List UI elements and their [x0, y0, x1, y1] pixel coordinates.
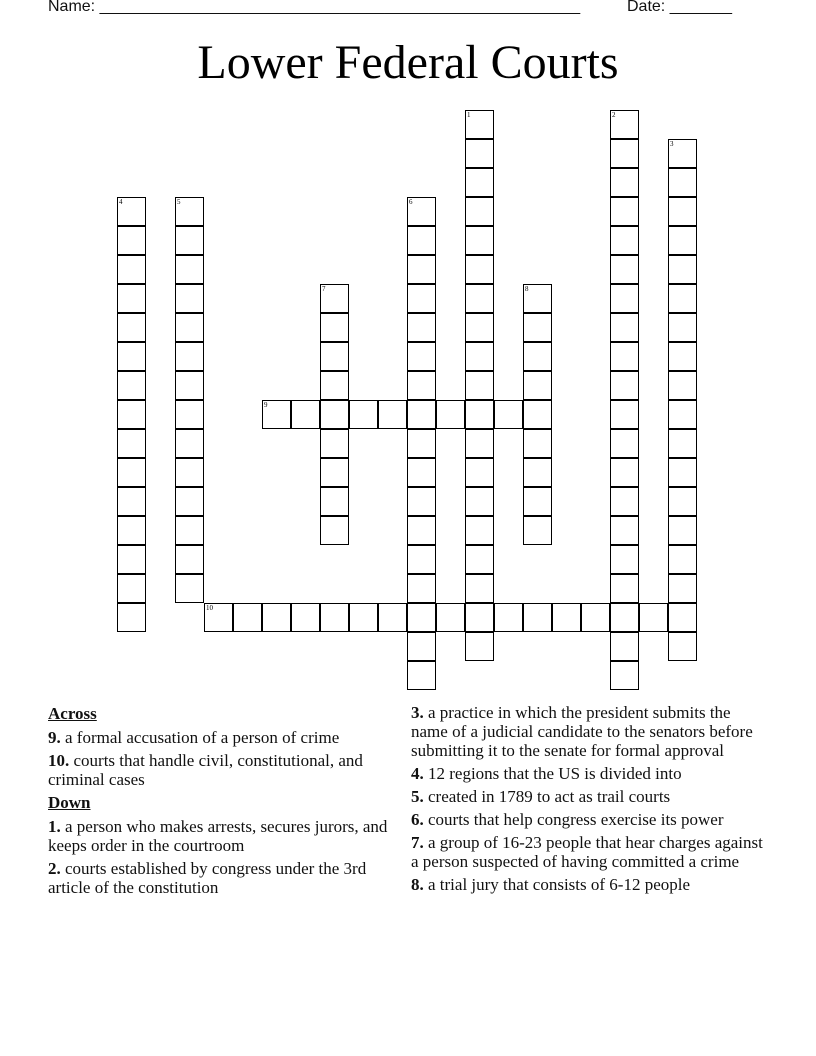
clue-number: 1.: [48, 817, 61, 836]
crossword-cell[interactable]: [117, 458, 146, 487]
name-field-label: Name: ______________________________________________________: [48, 0, 581, 15]
crossword-cell[interactable]: [523, 342, 552, 371]
clue-text: a group of 16-23 people that hear charges against a person suspected of having committed a crime: [411, 833, 763, 871]
clue-number: 3.: [411, 703, 424, 722]
clue-down-8: [411, 875, 771, 894]
crossword-cell[interactable]: [581, 603, 610, 632]
crossword-cell[interactable]: [610, 516, 639, 545]
crossword-cell[interactable]: [320, 313, 349, 342]
crossword-cell[interactable]: [407, 632, 436, 661]
crossword-cell[interactable]: [465, 313, 494, 342]
crossword-cell[interactable]: [610, 255, 639, 284]
crossword-cell[interactable]: [407, 284, 436, 313]
crossword-cell[interactable]: [117, 313, 146, 342]
crossword-cell[interactable]: [465, 342, 494, 371]
crossword-cell[interactable]: [610, 458, 639, 487]
cell-number: 4: [119, 198, 123, 206]
crossword-cell[interactable]: [233, 603, 262, 632]
clue-down-5: [411, 787, 771, 806]
crossword-cell[interactable]: [407, 255, 436, 284]
crossword-cell[interactable]: [610, 545, 639, 574]
crossword-cell[interactable]: [465, 632, 494, 661]
crossword-cell[interactable]: [349, 603, 378, 632]
crossword-cell[interactable]: [668, 168, 697, 197]
crossword-cell[interactable]: [175, 255, 204, 284]
crossword-cell[interactable]: [407, 603, 436, 632]
crossword-cell[interactable]: [610, 429, 639, 458]
crossword-cell[interactable]: [523, 400, 552, 429]
crossword-cell[interactable]: [494, 400, 523, 429]
crossword-cell[interactable]: [407, 429, 436, 458]
crossword-cell[interactable]: [117, 429, 146, 458]
crossword-cell[interactable]: [668, 516, 697, 545]
cell-number: 10: [206, 604, 213, 612]
crossword-cell[interactable]: [668, 313, 697, 342]
crossword-cell[interactable]: [117, 255, 146, 284]
crossword-cell[interactable]: [465, 139, 494, 168]
crossword-cell[interactable]: [175, 313, 204, 342]
crossword-cell[interactable]: [320, 371, 349, 400]
clue-text: a person who makes arrests, secures jurors, and keeps order in the courtroom: [48, 817, 388, 855]
crossword-cell[interactable]: [523, 429, 552, 458]
crossword-cell[interactable]: [465, 603, 494, 632]
page-title: Lower Federal Courts: [197, 36, 619, 89]
crossword-cell[interactable]: [668, 400, 697, 429]
cell-number: 2: [612, 111, 616, 119]
clue-across-10: [48, 751, 393, 789]
crossword-cell[interactable]: [668, 429, 697, 458]
clue-text: a formal accusation of a person of crime: [65, 728, 340, 747]
clue-text: courts established by congress under the 3rd article of the constitution: [48, 859, 367, 897]
crossword-cell[interactable]: [407, 574, 436, 603]
crossword-cell[interactable]: [668, 371, 697, 400]
crossword-cell[interactable]: [407, 342, 436, 371]
crossword-cell[interactable]: [668, 545, 697, 574]
crossword-cell[interactable]: [465, 574, 494, 603]
crossword-cell[interactable]: [465, 429, 494, 458]
crossword-cell[interactable]: [610, 400, 639, 429]
crossword-cell[interactable]: [117, 603, 146, 632]
clue-down-4: [411, 764, 771, 783]
crossword-cell[interactable]: [407, 226, 436, 255]
crossword-cell[interactable]: [407, 400, 436, 429]
crossword-cell[interactable]: [465, 226, 494, 255]
clue-down-2: [48, 859, 393, 897]
crossword-cell[interactable]: [668, 342, 697, 371]
crossword-cell[interactable]: [175, 516, 204, 545]
cell-number: 5: [177, 198, 181, 206]
crossword-cell[interactable]: [494, 603, 523, 632]
crossword-cell[interactable]: [407, 661, 436, 690]
crossword-cell[interactable]: [175, 429, 204, 458]
crossword-cell[interactable]: [523, 603, 552, 632]
clue-number: 9.: [48, 728, 61, 747]
crossword-cell[interactable]: [610, 168, 639, 197]
crossword-cell[interactable]: [668, 632, 697, 661]
crossword-cell[interactable]: [465, 545, 494, 574]
clue-text: a practice in which the president submits the name of a judicial candidate to the senators before submitting it to the senate for formal approval: [411, 703, 753, 760]
crossword-cell[interactable]: [117, 516, 146, 545]
crossword-cell[interactable]: [523, 458, 552, 487]
crossword-cell[interactable]: [610, 661, 639, 690]
clue-text: a trial jury that consists of 6-12 people: [428, 875, 691, 894]
crossword-cell[interactable]: [291, 400, 320, 429]
crossword-cell[interactable]: [610, 574, 639, 603]
crossword-cell[interactable]: [117, 371, 146, 400]
across-heading: Across: [48, 704, 97, 723]
clue-number: 4.: [411, 764, 424, 783]
crossword-cell[interactable]: [407, 313, 436, 342]
clue-down-6: [411, 810, 771, 829]
down-heading: Down: [48, 793, 91, 812]
crossword-cell[interactable]: [639, 603, 668, 632]
crossword-cell[interactable]: [465, 458, 494, 487]
cell-number: 1: [467, 111, 471, 119]
crossword-cell[interactable]: [320, 487, 349, 516]
crossword-cell[interactable]: [668, 226, 697, 255]
crossword-cell[interactable]: [175, 284, 204, 313]
crossword-cell[interactable]: [465, 255, 494, 284]
crossword-cell[interactable]: [436, 603, 465, 632]
cell-number: 9: [264, 401, 268, 409]
crossword-cell[interactable]: [465, 371, 494, 400]
crossword-cell[interactable]: [320, 342, 349, 371]
cell-number: 6: [409, 198, 413, 206]
crossword-cell[interactable]: [668, 458, 697, 487]
crossword-cell[interactable]: [320, 516, 349, 545]
crossword-cell[interactable]: [523, 371, 552, 400]
crossword-cell[interactable]: [407, 516, 436, 545]
crossword-cell[interactable]: [465, 400, 494, 429]
crossword-cell[interactable]: [610, 139, 639, 168]
clue-text: 12 regions that the US is divided into: [428, 764, 682, 783]
crossword-cell[interactable]: [552, 603, 581, 632]
crossword-cell[interactable]: [465, 168, 494, 197]
crossword-cell[interactable]: [668, 603, 697, 632]
crossword-cell[interactable]: [117, 226, 146, 255]
crossword-cell[interactable]: [117, 400, 146, 429]
clue-across-9: [48, 728, 393, 747]
cell-number: 8: [525, 285, 529, 293]
crossword-cell[interactable]: [523, 313, 552, 342]
crossword-cell[interactable]: [610, 284, 639, 313]
crossword-cell[interactable]: [320, 400, 349, 429]
crossword-cell[interactable]: [407, 458, 436, 487]
crossword-cell[interactable]: [610, 487, 639, 516]
crossword-cell[interactable]: [668, 255, 697, 284]
crossword-cell[interactable]: [668, 487, 697, 516]
crossword-cell[interactable]: [175, 400, 204, 429]
crossword-cell[interactable]: [175, 545, 204, 574]
crossword-cell[interactable]: [436, 400, 465, 429]
crossword-cell[interactable]: [610, 342, 639, 371]
crossword-cell[interactable]: [610, 197, 639, 226]
crossword-cell[interactable]: [320, 458, 349, 487]
crossword-cell[interactable]: [668, 197, 697, 226]
crossword-cell[interactable]: [117, 342, 146, 371]
cell-number: 3: [670, 140, 674, 148]
crossword-cell[interactable]: [175, 371, 204, 400]
crossword-cell[interactable]: [291, 603, 320, 632]
crossword-cell[interactable]: [117, 545, 146, 574]
crossword-cell[interactable]: [117, 487, 146, 516]
crossword-cell[interactable]: [407, 371, 436, 400]
clue-text: created in 1789 to act as trail courts: [428, 787, 671, 806]
clues-left-column: [48, 703, 393, 901]
crossword-cell[interactable]: [175, 487, 204, 516]
clue-number: 8.: [411, 875, 424, 894]
crossword-cell[interactable]: [320, 603, 349, 632]
crossword-cell[interactable]: [465, 516, 494, 545]
clue-down-7: [411, 833, 771, 871]
crossword-cell[interactable]: [349, 400, 378, 429]
crossword-cell[interactable]: [407, 545, 436, 574]
clue-number: 2.: [48, 859, 61, 878]
crossword-cell[interactable]: [610, 371, 639, 400]
crossword-cell[interactable]: [407, 487, 436, 516]
crossword-cell[interactable]: [175, 342, 204, 371]
crossword-cell[interactable]: [610, 226, 639, 255]
clue-number: 5.: [411, 787, 424, 806]
crossword-cell[interactable]: [465, 487, 494, 516]
crossword-cell[interactable]: [523, 516, 552, 545]
crossword-cell[interactable]: [610, 632, 639, 661]
crossword-cell[interactable]: [610, 603, 639, 632]
crossword-cell[interactable]: [610, 313, 639, 342]
crossword-cell[interactable]: [320, 429, 349, 458]
crossword-cell[interactable]: [175, 226, 204, 255]
cell-number: 7: [322, 285, 326, 293]
clue-down-3: [411, 703, 771, 760]
crossword-cell[interactable]: [117, 574, 146, 603]
crossword-cell[interactable]: [523, 487, 552, 516]
clue-number: 10.: [48, 751, 70, 770]
crossword-cell[interactable]: [117, 284, 146, 313]
crossword-cell[interactable]: [378, 400, 407, 429]
date-field-label: Date: _______: [627, 0, 732, 15]
clue-down-1: [48, 817, 393, 855]
clue-number: 7.: [411, 833, 424, 852]
crossword-cell[interactable]: [465, 197, 494, 226]
clues-right-column: [411, 703, 771, 898]
crossword-cell[interactable]: [465, 284, 494, 313]
crossword-cell[interactable]: [378, 603, 407, 632]
crossword-cell[interactable]: [175, 458, 204, 487]
crossword-cell[interactable]: [262, 603, 291, 632]
clue-number: 6.: [411, 810, 424, 829]
crossword-cell[interactable]: [668, 574, 697, 603]
crossword-cell[interactable]: [175, 574, 204, 603]
crossword-cell[interactable]: [668, 284, 697, 313]
clue-text: courts that handle civil, constitutional, and criminal cases: [48, 751, 363, 789]
clue-text: courts that help congress exercise its power: [428, 810, 724, 829]
